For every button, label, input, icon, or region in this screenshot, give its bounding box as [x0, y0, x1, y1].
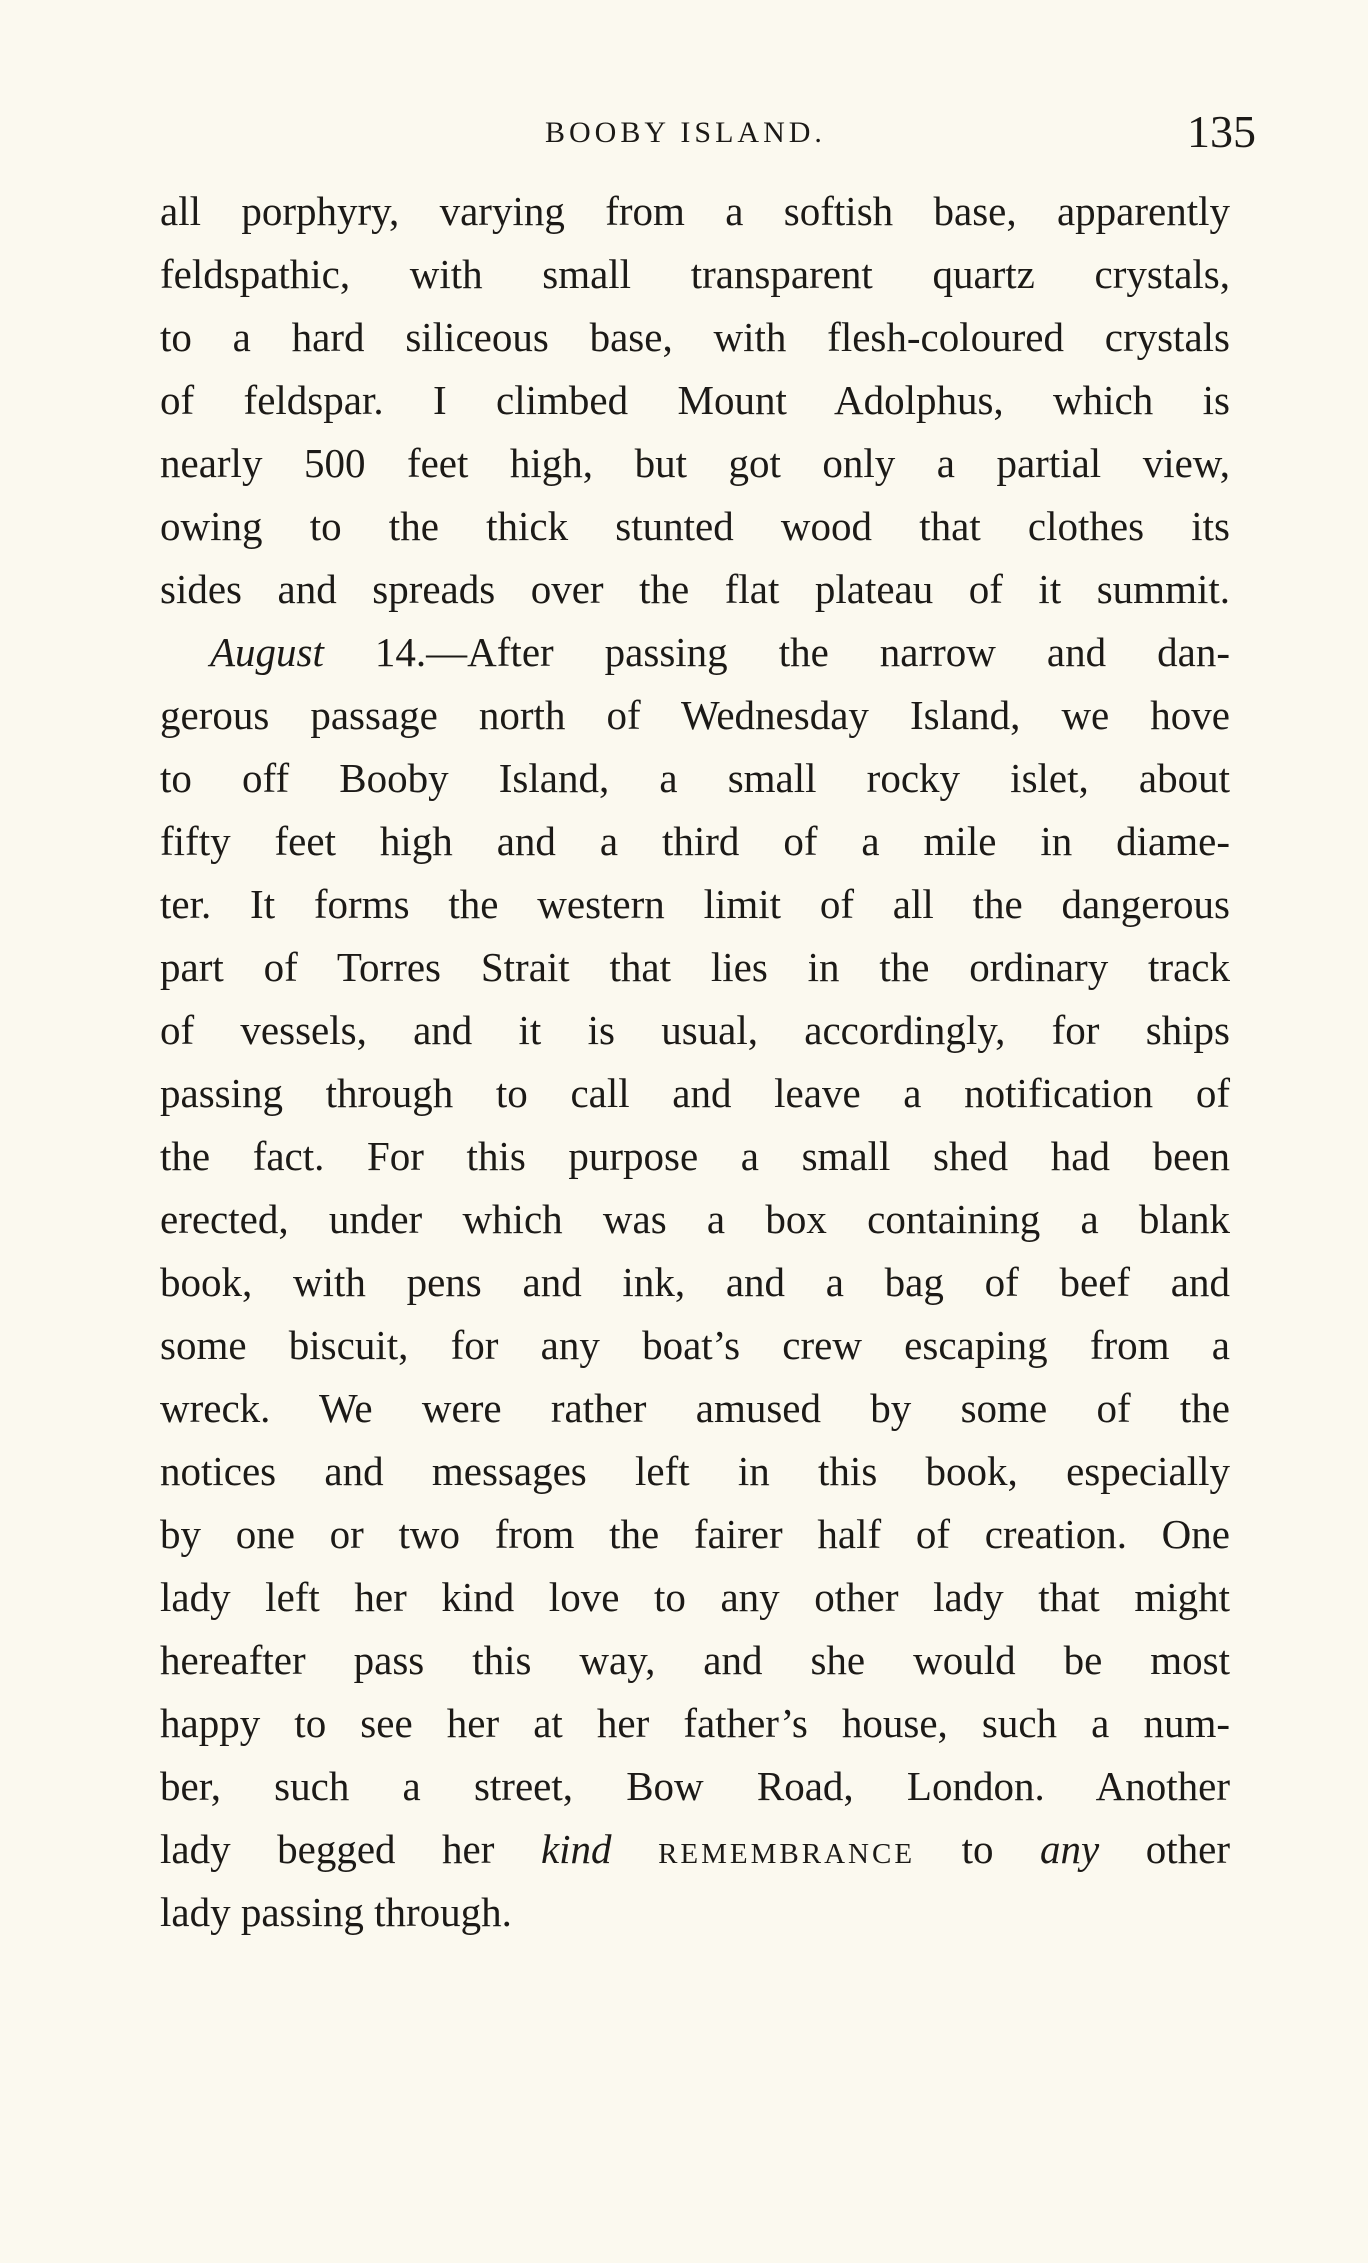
emphasis-any: any	[1040, 1826, 1100, 1872]
text-line: lady passing through.	[160, 1889, 512, 1935]
running-head	[0, 108, 1368, 158]
text-line: passing through to call and leave a notification of	[160, 1070, 1230, 1116]
text-line: happy to see her at her father’s house, such a num-	[160, 1700, 1230, 1746]
emphasis-kind: kind	[540, 1826, 612, 1872]
text-line: to off Booby Island, a small rocky islet, about	[160, 755, 1230, 801]
text-line: sides and spreads over the flat plateau of it summit.	[160, 566, 1230, 612]
body-text	[160, 180, 1230, 1944]
text-line: fifty feet high and a third of a mile in diame-	[160, 818, 1230, 864]
text-line: part of Torres Strait that lies in the ordinary track	[160, 944, 1230, 990]
text-line: wreck. We were rather amused by some of the	[160, 1385, 1230, 1431]
text-line: some biscuit, for any boat’s crew escaping from a	[160, 1322, 1230, 1368]
text-line: of feldspar. I climbed Mount Adolphus, which is	[160, 377, 1230, 423]
text-line: ber, such a street, Bow Road, London. Another	[160, 1763, 1230, 1809]
text-line: owing to the thick stunted wood that clothes its	[160, 503, 1230, 549]
page-number: 135	[1187, 106, 1256, 157]
date-label: August	[210, 629, 324, 675]
text-line: the fact. For this purpose a small shed had been	[160, 1133, 1230, 1179]
text-line: feldspathic, with small transparent quartz crystals,	[160, 251, 1230, 297]
text-line: August 14.—After passing the narrow and dan-	[210, 629, 1230, 675]
text-line: book, with pens and ink, and a bag of beef and	[160, 1259, 1230, 1305]
text-line: erected, under which was a box containing a blank	[160, 1196, 1230, 1242]
text-line: of vessels, and it is usual, accordingly, for ships	[160, 1007, 1230, 1053]
text-line: nearly 500 feet high, but got only a partial view,	[160, 440, 1230, 486]
text-line: to a hard siliceous base, with flesh-coloured crystals	[160, 314, 1230, 360]
small-caps-remembrance: REMEMBRANCE	[658, 1838, 916, 1870]
text-line: ter. It forms the western limit of all the dangerous	[160, 881, 1230, 927]
text-line: notices and messages left in this book, especially	[160, 1448, 1230, 1494]
text-line: lady left her kind love to any other lady that might	[160, 1574, 1230, 1620]
text-line: all porphyry, varying from a softish base, apparently	[160, 188, 1230, 234]
text-line: lady begged her kind REMEMBRANCE to any other	[160, 1826, 1230, 1872]
text-line: hereafter pass this way, and she would be most	[160, 1637, 1230, 1683]
text-line: by one or two from the fairer half of creation. One	[160, 1511, 1230, 1557]
running-title: BOOBY ISLAND.	[545, 116, 826, 149]
text-line: gerous passage north of Wednesday Island, we hove	[160, 692, 1230, 738]
